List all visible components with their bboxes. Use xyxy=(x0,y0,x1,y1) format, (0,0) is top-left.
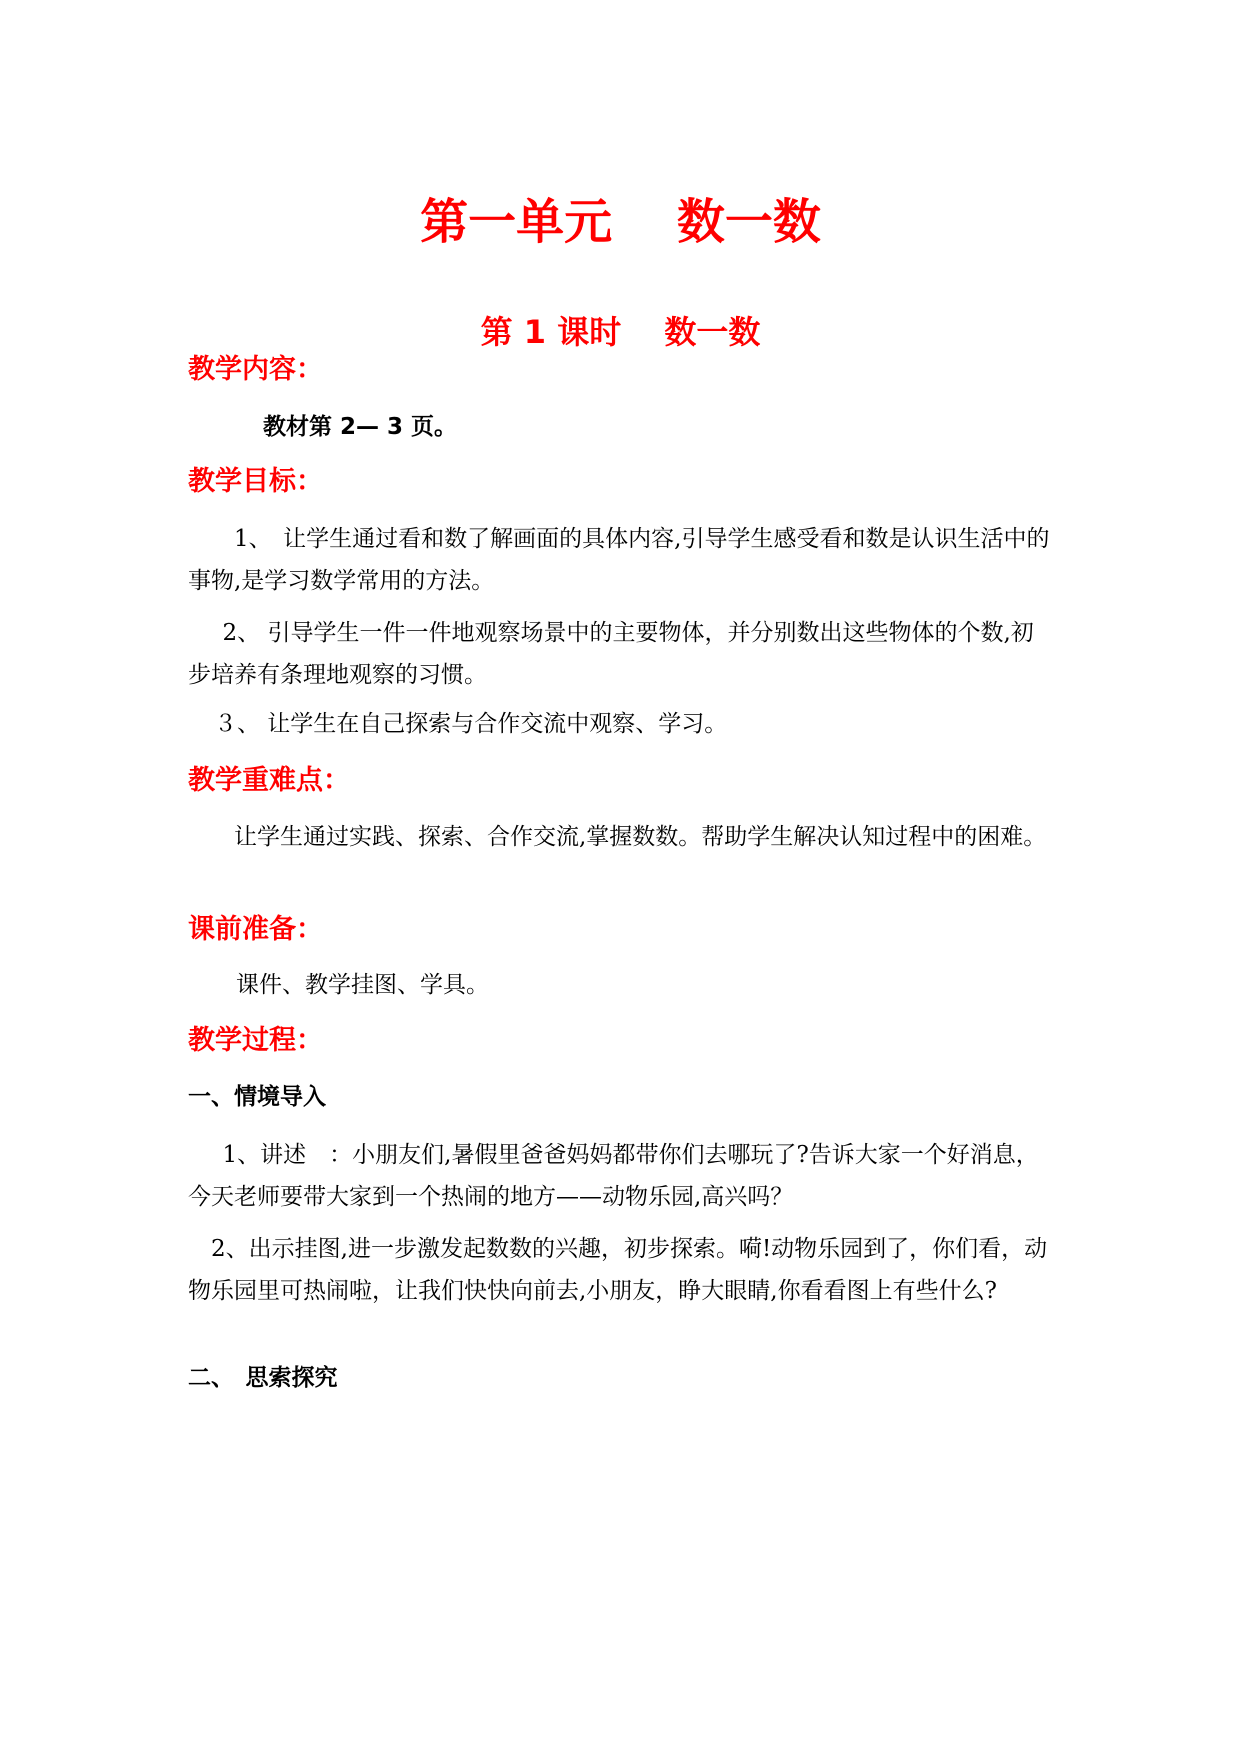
intro-item-2: 2、出示挂图,进一步激发起数数的兴趣，初步探索。嗬!动物乐园到了，你们看，动物乐园里可热闹啦，让我们快快向前去,小朋友，睁大眼睛,你看看图上有些什么? xyxy=(188,1236,1048,1304)
page-title: 第一单元 数一数 xyxy=(420,194,821,250)
section-heading-explore: 二、 思索探究 xyxy=(188,1365,338,1391)
heading-teaching-goals: 教学目标： xyxy=(188,466,323,497)
section-heading-intro: 一、情境导入 xyxy=(188,1084,326,1110)
key-difficulties-text: 让学生通过实践、探索、合作交流,掌握数数。帮助学生解决认知过程中的困难。 xyxy=(234,824,1047,850)
heading-teaching-content: 教学内容： xyxy=(188,354,323,385)
heading-key-difficulties: 教学重难点： xyxy=(188,765,350,796)
goal-item-1: 1、 让学生通过看和数了解画面的具体内容,引导学生感受看和数是认识生活中的事物,是学习数学常用的方法。 xyxy=(188,526,1050,594)
heading-preparation: 课前准备： xyxy=(188,914,323,945)
preparation-text: 课件、教学挂图、学具。 xyxy=(236,972,489,998)
heading-teaching-process: 教学过程： xyxy=(188,1025,323,1056)
lesson-subtitle: 第 1 课时 数一数 xyxy=(480,313,761,351)
goal-item-2: 2、 引导学生一件一件地观察场景中的主要物体，并分别数出这些物体的个数,初步培养有条理地观察的习惯。 xyxy=(188,620,1034,688)
goal-item-3: ３、 让学生在自己探索与合作交流中观察、学习。 xyxy=(214,711,728,737)
teaching-content-text: 教材第 2— 3 页。 xyxy=(263,414,458,440)
intro-item-1: 1、讲述 ：小朋友们,暑假里爸爸妈妈都带你们去哪玩了?告诉大家一个好消息，今天老师要带大家到一个热闹的地方——动物乐园,高兴吗？ xyxy=(188,1142,1039,1210)
